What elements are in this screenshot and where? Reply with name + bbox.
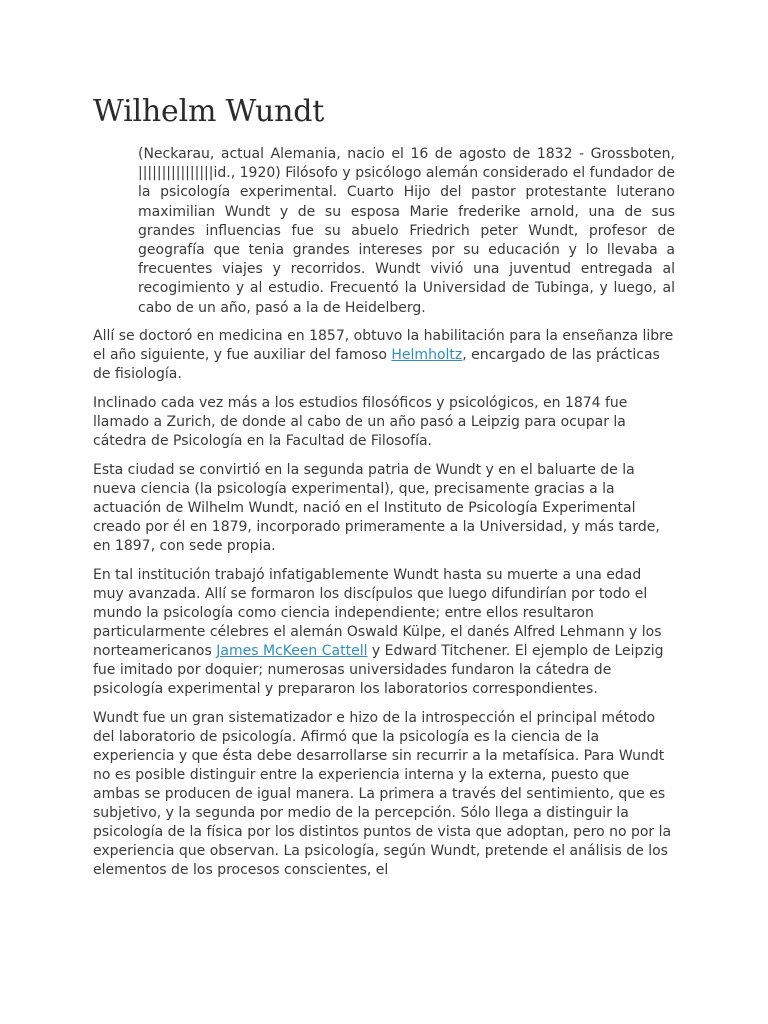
page-title: Wilhelm Wundt bbox=[93, 94, 325, 129]
paragraph-institute: Esta ciudad se convirtió en la segunda patria de Wundt y en el baluarte de la nueva ciencia (la psicología experimental), que, precisamente gracias a la actuación de Wilhelm Wundt, nació en el Instituto de Psicología Experimental creado por él en 1879, incorporado primeramente a la Universidad, y más tarde, en 1897, con sede propia. bbox=[93, 461, 660, 554]
helmholtz-link[interactable]: Helmholtz bbox=[391, 346, 463, 363]
document-page bbox=[93, 92, 675, 890]
cattell-link[interactable]: James McKeen Cattell bbox=[216, 642, 368, 659]
intro-blockquote: (Neckarau, actual Alemania, nacio el 16 de agosto de 1832 - Grossboten, ||||||||||||||||id., 1920) Filósofo y psicólogo alemán considerado el fundador de la psicología experimental. Cuarto Hijo del pastor protestante luterano maximilian Wundt y de su esposa Marie frederike arnold, una de sus grandes influencias fue su abuelo Friedrich peter Wundt, profesor de geografía que tenia grandes intereses por su educación y lo llevaba a frecuentes viajes y recorridos. Wundt vivió una juventud entregada al recogimiento y al estudio. Frecuentó la Universidad de Tubinga, y luego, al cabo de un año, pasó a la de Heidelberg. bbox=[138, 146, 675, 316]
paragraph-text: Allí se doctoró en medicina en 1857, obtuvo la habilitación para la enseñanza libre el año siguiente, y fue auxiliar del famoso bbox=[93, 327, 674, 363]
paragraph-introspection: Wundt fue un gran sistematizador e hizo de la introspección el principal método del laboratorio de psicología. Afirmó que la psicología es la ciencia de la experiencia y que ésta debe desarrollarse sin recurrir a la metafísica. Para Wundt no es posible distinguir entre la experiencia interna y la externa, puesto que ambas se producen de igual manera. La primera a través del sentimiento, que es subjetivo, y la segunda por medio de la percepción. Sólo llega a distinguir la psicología de la física por los distintos puntos de vista que adoptan, pero no por la experiencia que observan. La psicología, según Wundt, pretende el análisis de los elementos de los procesos conscientes, el bbox=[93, 709, 672, 878]
paragraph-doctorate bbox=[93, 327, 675, 384]
paragraph-text: , encargado de las prácticas de fisiología. bbox=[93, 346, 660, 382]
paragraph-disciples bbox=[93, 566, 675, 699]
paragraph-leipzig-chair: Inclinado cada vez más a los estudios filosóficos y psicológicos, en 1874 fue llamado a Zurich, de donde al cabo de un año pasó a Leipzig para ocupar la cátedra de Psicología en la Facultad de Filosofía. bbox=[93, 394, 628, 449]
paragraph-text: En tal institución trabajó infatigablemente Wundt hasta su muerte a una edad muy avanzada. Allí se formaron los discípulos que luego difundirían por todo el mundo la psicología como ciencia independiente; entre ellos resultaron particularmente célebres el alemán Oswald Külpe, el danés Alfred Lehmann y los norteamericanos bbox=[93, 566, 662, 659]
paragraph-text: y Edward Titchener. El ejemplo de Leipzig fue imitado por doquier; numerosas universidades fundaron la cátedra de psicología experimental y prepararon los laboratorios correspondientes. bbox=[93, 642, 664, 697]
